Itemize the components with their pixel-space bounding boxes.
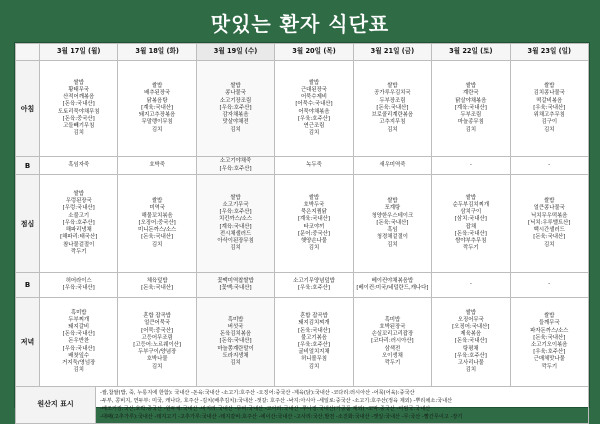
- menu-item: 쌀밥: [465, 309, 477, 316]
- menu-item: 브로콜리계란볶음: [371, 112, 414, 119]
- menu-item: 흑미밥: [227, 316, 244, 323]
- menu-item: 소고기무양념덮밥: [293, 277, 335, 284]
- menu-cell: [275, 298, 353, 387]
- meal-row-lunch: [16, 175, 589, 273]
- menu-cell: [275, 61, 353, 157]
- menu-item: 김치: [465, 126, 477, 133]
- menu-item: [해파리:태국산]: [60, 234, 98, 241]
- menu-item: 오이생채: [381, 352, 403, 359]
- menu-cell: [432, 61, 510, 157]
- menu-cell: [40, 175, 118, 273]
- menu-item: 김치: [151, 126, 163, 133]
- menu-item: [돈육:국내산]: [62, 101, 95, 108]
- menu-item: 감자채볶음: [222, 112, 249, 119]
- menu-item: 잡채: [465, 223, 477, 230]
- menu-item: 김치: [387, 126, 398, 133]
- corner-cell: [16, 44, 40, 61]
- menu-item: 돼지김치찌개: [298, 320, 330, 327]
- menu-item: 쌀밥: [73, 79, 84, 86]
- menu-item: 김치: [230, 245, 241, 252]
- menu-item: 아삭이된장무침: [217, 237, 254, 244]
- menu-item: [닉치:우루밸트산]: [528, 219, 571, 226]
- menu-cell: [275, 273, 353, 298]
- menu-item: [우육:호주산]: [219, 209, 252, 216]
- menu-item: [베이컨:미국/네덜란드,캐나다]: [356, 285, 429, 291]
- menu-item: [계육:국내산]: [219, 223, 252, 230]
- menu-item: 김치: [308, 245, 320, 252]
- menu-item: 김치: [387, 241, 398, 248]
- menu-item: [돈육:국내산]: [454, 230, 487, 237]
- menu-item: [꽃맥:국내산]: [219, 285, 252, 291]
- menu-item: 쌀밥: [230, 83, 241, 90]
- menu-item: 해물꼬치볶음: [141, 212, 173, 219]
- menu-item: 쌀밥: [544, 198, 555, 205]
- menu-item: 김치: [73, 130, 84, 137]
- menu-item: 쌀밥: [151, 83, 163, 90]
- menu-item: 묵은지찜닭: [300, 209, 327, 216]
- menu-cell: [510, 61, 588, 157]
- menu-item: [코다리:러시아산]: [371, 338, 414, 345]
- day-header: 3월 22일 (토): [432, 44, 510, 61]
- menu-item: [계육:국내산]: [454, 104, 487, 111]
- menu-item: [돈육:중국산]: [62, 115, 95, 122]
- menu-item: [우육:호주산]: [219, 104, 252, 111]
- menu-item: 깍두기: [541, 363, 558, 370]
- menu-item: 깍두기: [463, 245, 479, 252]
- menu-item: [우육:호주산]: [454, 352, 487, 359]
- menu-item: 김치: [230, 360, 241, 366]
- menu-item: 허어라이스: [65, 277, 92, 284]
- menu-cell: [510, 157, 588, 175]
- meal-label: B: [16, 273, 40, 298]
- menu-item: 김치: [151, 241, 163, 248]
- menu-item: 소고기야채죽: [219, 158, 252, 165]
- menu-item: 김치: [73, 367, 84, 374]
- menu-item: 꽃맥미역찹쌀밥: [217, 277, 254, 284]
- menu-item: 제육볶음: [460, 331, 482, 338]
- menu-cell: [353, 157, 431, 175]
- menu-item: 계란국: [463, 90, 479, 97]
- menu-item: 체육덮밥: [146, 277, 168, 284]
- menu-item: 소고기장조림: [219, 97, 252, 104]
- menu-cell: [118, 175, 196, 273]
- menu-cell: [432, 175, 510, 273]
- menu-item: 호박나물: [146, 356, 168, 363]
- menu-item: 얼큰콩나물국: [533, 205, 565, 212]
- menu-item: 호박된장국: [379, 323, 406, 330]
- menu-item: [돈육:국내산]: [376, 219, 409, 226]
- menu-item: 혼합 잡곡밥: [300, 313, 328, 320]
- menu-item: -: [548, 161, 551, 168]
- menu-item: 김치콩나물국: [533, 90, 565, 97]
- menu-cell: [353, 175, 431, 273]
- menu-cell: [40, 61, 118, 157]
- menu-item: 맛살야채전: [222, 119, 249, 126]
- menu-cell: [118, 157, 196, 175]
- menu-item: 포계탕: [384, 205, 401, 212]
- menu-cell: [275, 157, 353, 175]
- menu-item: 깍두기: [70, 248, 87, 255]
- menu-item: 들깨무국: [538, 320, 560, 327]
- meal-label: 저녁: [16, 298, 40, 387]
- menu-cell: [196, 175, 274, 273]
- menu-item: [돈육:국내산]: [141, 234, 174, 241]
- menu-cell: [196, 273, 274, 298]
- menu-item: [어묵수:국내산]: [295, 101, 333, 108]
- menu-item: 도라지생채: [222, 352, 249, 359]
- menu-cell: [353, 61, 431, 157]
- menu-item: 삼치구이: [460, 209, 482, 216]
- menu-item: 타코야끼: [303, 223, 325, 230]
- menu-item: 햇양손나물: [300, 237, 327, 244]
- menu-item: 소불고기: [68, 212, 90, 219]
- menu-item: 고사리나물: [457, 360, 484, 366]
- menu-item: 배추된장국: [144, 90, 171, 97]
- menu-cell: [40, 273, 118, 298]
- menu-item: 새우미역죽: [379, 161, 406, 168]
- menu-item: [계육:국내산]: [297, 216, 330, 223]
- menu-item: 흑미밥: [384, 316, 401, 323]
- menu-item: 쌀밥: [387, 83, 398, 90]
- menu-cell: [432, 157, 510, 175]
- menu-item: 근대된장국: [300, 86, 327, 93]
- menu-item: [우육:호주산]: [62, 219, 95, 226]
- menu-item: [어묵:중국산]: [141, 327, 174, 334]
- page-title: 맛있는 환자 식단표: [210, 12, 390, 36]
- menu-cell: [510, 273, 588, 298]
- menu-item: 거지둑/영넘장: [62, 360, 96, 366]
- menu-item: 깍두기: [384, 360, 401, 366]
- menu-item: 청양한우스테이크: [371, 212, 414, 219]
- origin-line: -대패(고추가루):국내산 -돼지고기 -고추가루:국내산 -돼지갈비:호주산 -에이산:국내산 -고사리:국산,발전 -소진화:국내산 -깻잎:국내산 -무:국산 -빨간무이고 -장기: [100, 414, 463, 420]
- menu-item: 쌀밥: [465, 83, 477, 90]
- menu-cell: [40, 157, 118, 175]
- menu-item: 흑임자죽: [68, 161, 90, 168]
- day-header: 3월 18일 (화): [118, 44, 196, 61]
- menu-item: [돈육:국내산]: [141, 285, 174, 291]
- menu-item: 전시채샐러드: [219, 230, 252, 237]
- menu-item: 고들빼기무침: [63, 122, 95, 129]
- menu-item: 치킨까스/소스: [219, 216, 253, 223]
- meal-row-snack_pm: [16, 273, 589, 298]
- menu-item: 닭볶음탕: [146, 97, 168, 104]
- meal-row-breakfast: [16, 61, 589, 157]
- menu-item: 김치: [230, 126, 241, 133]
- menu-item: 쌀밥: [308, 79, 320, 86]
- menu-item: 베이컨야채볶음밥: [371, 277, 414, 284]
- menu-item: 김치: [308, 130, 320, 137]
- menu-item: -: [548, 281, 551, 288]
- menu-item: 녹두죽: [306, 161, 322, 168]
- menu-item: 김치: [151, 363, 163, 370]
- menu-item: -: [469, 161, 472, 168]
- menu-item: [계육:국내산]: [141, 104, 174, 111]
- menu-cell: [353, 298, 431, 387]
- menu-item: 마늘종무침: [457, 119, 484, 126]
- menu-item: 쌀밥: [73, 191, 84, 198]
- menu-item: 흑미밥: [70, 309, 87, 316]
- menu-item: 얼큰어묵국: [144, 320, 171, 327]
- menu-item: 순두부김치찌개: [452, 201, 490, 208]
- menu-item: 혼합 잡곡밥: [143, 313, 172, 320]
- menu-item: 백시간샐러드: [533, 227, 565, 234]
- menu-item: 돈우반찬: [68, 338, 90, 345]
- menu-item: 쌀밥: [387, 198, 398, 205]
- meal-row-snack_am: [16, 157, 589, 175]
- menu-item: 김구이: [541, 119, 558, 126]
- menu-item: [오징어:중국산]: [138, 219, 176, 226]
- meal-label: 점심: [16, 175, 40, 273]
- menu-item: 닉치무우떡볶음: [531, 212, 568, 219]
- menu-item: [오징어:국내산]: [452, 323, 490, 330]
- origin-table: [15, 386, 589, 424]
- menu-item: 떡갈비볶음: [536, 97, 563, 104]
- menu-item: 호박두국: [303, 201, 325, 208]
- menu-item: [우육:국내산]: [533, 104, 566, 111]
- menu-item: 두부찌개: [68, 316, 90, 323]
- menu-cell: [510, 175, 588, 273]
- menu-item: 쌀밥: [151, 198, 163, 205]
- menu-item: 배찻잎수: [68, 352, 90, 359]
- menu-item: 굴비얼치지채: [298, 349, 330, 356]
- menu-item: [우육:호주산]: [219, 165, 252, 172]
- menu-item: 돼지갈비: [68, 323, 90, 330]
- menu-item: 쌈야부추무침: [455, 237, 487, 244]
- menu-item: 도토리묵야채무침: [57, 108, 100, 115]
- menu-item: 탕평채: [463, 345, 479, 352]
- menu-item: [삼치:국내산]: [454, 216, 487, 223]
- menu-item: [돈육:국내산]: [376, 104, 409, 111]
- origin-line: -두부, 콩비지, 연두부: 미국, 캐나다, 호주산 -김치(배추김치):국내산 -젓갈: 호주산 -낙지:아시아 -세일로:중국산 -소고기:호주산(정육 제외) -뿌리채소:국내산: [100, 398, 453, 404]
- menu-item: 소고기무국: [222, 201, 249, 208]
- menu-item: 삼색전: [384, 345, 401, 352]
- menu-item: 어묵야채볶음: [298, 108, 330, 115]
- day-header: 3월 19일 (수): [196, 44, 274, 61]
- menu-item: 황태무국: [68, 86, 90, 93]
- menu-item: 참나물겉절이: [63, 241, 95, 248]
- menu-item: 오징어무국: [457, 316, 484, 323]
- menu-item: 김치: [308, 363, 320, 370]
- menu-cell: [40, 298, 118, 387]
- menu-cell: [510, 298, 588, 387]
- menu-item: 손실꼬리고리잡장: [371, 331, 414, 338]
- menu-item: 돼지고추장볶음: [138, 112, 176, 119]
- menu-item: 마늘쫑계란말이: [217, 345, 254, 352]
- menu-item: 허니볼무침: [300, 356, 327, 363]
- meal-row-dinner: [16, 298, 589, 387]
- menu-item: [우육:호주산]: [533, 349, 566, 356]
- menu-item: 미역국: [149, 205, 165, 212]
- menu-item: 해파리냉채: [65, 227, 92, 234]
- menu-cell: [118, 298, 196, 387]
- menu-sheet: [14, 42, 590, 420]
- menu-table: [15, 43, 589, 387]
- menu-item: 소고기오이볶음: [531, 342, 568, 348]
- origin-line: -쌀,찹쌀(밥, 죽, 누룽지에 한함): 국내산 -돈육:국내산 -소고기:호주산 -오징어:중국산 -계육(닭):국내산 -코다리:러시아산 -어묵(어육):중국산: [100, 390, 415, 396]
- menu-item: 두부장조림: [379, 97, 406, 104]
- menu-cell: [196, 61, 274, 157]
- meal-label: B: [16, 157, 40, 175]
- origin-label: 원산지 표시: [16, 387, 96, 424]
- menu-item: 청경채겉절이: [376, 234, 409, 241]
- menu-item: 김치: [465, 367, 477, 374]
- menu-cell: [353, 273, 431, 298]
- menu-item: 고등어무조림: [141, 334, 173, 341]
- menu-item: 위채고추무침: [533, 112, 565, 119]
- menu-item: 흑임: [387, 227, 398, 234]
- menu-item: 버섯국: [227, 323, 244, 330]
- menu-item: [돈육:국내산]: [533, 334, 566, 341]
- menu-item: [우육:호주산]: [297, 342, 330, 348]
- menu-cell: [432, 273, 510, 298]
- menu-item: [고등어:노르웨이산]: [133, 342, 181, 348]
- menu-item: 김치: [544, 241, 555, 248]
- menu-cell: [196, 157, 274, 175]
- menu-item: -: [469, 281, 472, 288]
- meal-label: 아침: [16, 61, 40, 157]
- day-header: 3월 23일 (일): [510, 44, 588, 61]
- day-header: 3월 17일 (월): [40, 44, 118, 61]
- menu-item: 산적어깨볶음: [63, 94, 95, 101]
- menu-item: 쌀밥: [544, 313, 555, 320]
- origin-line: -베조기김:국산,호박:중국산 -원두체:국내산 -바지라:국내산 -무비:국내산 -고아라:국내산 -쭈나장:국내산(가공품 제외) -꼬막:중국산 -비빔국:국내산: [100, 406, 431, 412]
- menu-item: 쌀밥: [230, 194, 241, 201]
- menu-item: 연근조림: [303, 122, 325, 129]
- menu-item: 닭살야채볶음: [455, 97, 487, 104]
- day-header-row: [16, 44, 589, 61]
- menu-item: [돈육:국내산]: [454, 338, 487, 345]
- menu-cell: [118, 273, 196, 298]
- menu-item: 무말랭이무침: [141, 119, 173, 126]
- menu-item: [문어:중국산]: [297, 230, 330, 237]
- menu-item: 파자돈까스/소스: [530, 327, 569, 334]
- menu-item: [우렁:국내산]: [62, 205, 95, 212]
- menu-item: 두부구이/양념장: [137, 349, 177, 356]
- day-header: 3월 21일 (금): [353, 44, 431, 61]
- menu-item: 쌀밥: [308, 194, 320, 201]
- menu-item: 쌀밥: [465, 194, 477, 201]
- menu-cell: [196, 298, 274, 387]
- menu-item: 호박죽: [149, 161, 165, 168]
- menu-item: 공가루우김치국: [374, 90, 411, 97]
- menu-item: [돈육:국내산]: [533, 234, 566, 241]
- menu-item: 돈육김치볶음: [219, 331, 252, 338]
- menu-item: [돈육:국내산]: [297, 327, 330, 334]
- menu-item: 두부조림: [460, 112, 482, 119]
- menu-item: 근매체맛나물: [533, 356, 565, 363]
- menu-cell: [275, 175, 353, 273]
- menu-item: [우육:국내산]: [62, 285, 95, 291]
- menu-item: 불고기볶음: [300, 334, 327, 341]
- menu-item: [돈육:국내산]: [62, 331, 95, 338]
- menu-item: 어묵수제비: [300, 94, 327, 101]
- menu-item: [우육:국내산]: [62, 345, 95, 352]
- menu-item: 미니돈까스/소스: [137, 227, 177, 234]
- menu-item: 쌀밥: [544, 83, 555, 90]
- menu-item: 콩나물국: [225, 90, 246, 97]
- day-header: 3월 20일 (목): [275, 44, 353, 61]
- menu-item: [돈육:국내산]: [219, 338, 252, 345]
- origin-text: [96, 387, 589, 424]
- menu-item: [우육:호주산]: [297, 285, 330, 291]
- menu-cell: [118, 61, 196, 157]
- menu-item: 김치: [544, 126, 555, 133]
- menu-item: 고추지무침: [379, 119, 406, 126]
- menu-cell: [432, 298, 510, 387]
- menu-item: [우육:호주산]: [297, 115, 330, 122]
- menu-item: 우렁된장국: [65, 198, 92, 205]
